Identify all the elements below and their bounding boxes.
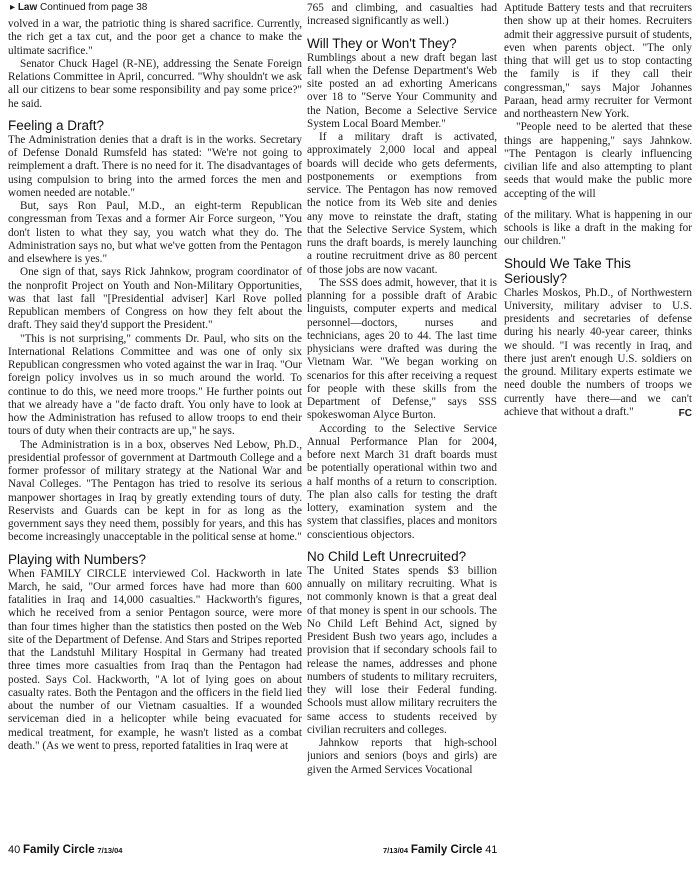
- issue-date: 7/13/04: [383, 846, 409, 855]
- paragraph: But, says Ron Paul, M.D., an eight-term Republican congressman from Texas and a former Air Force surgeon, "You don't listen to what they say, you watch what they do. The Administration says no, but what we've gotten from the Pentagon and elsewhere is yes.": [8, 200, 302, 265]
- subheading: Feeling a Draft?: [8, 117, 105, 133]
- paragraph: Senator Chuck Hagel (R-NE), addressing the Senate Foreign Relations Committee in April, concurred. "Why shouldn't we ask all our citizens to bear some responsibility and pay some price?" he said.: [8, 57, 302, 110]
- paragraph: The SSS does admit, however, that it is planning for a possible draft of Arabic linguists, computer experts and medical personnel—doctors, nurses and technicians, ages 20 to 44. The last time physicians were drafted was during the Vietnam War. "We began working on scenarios for this after receiving a request for people with these skills from the Department of Defense," says SSS spokeswoman Alyce Burton.: [307, 276, 497, 422]
- paragraph: If a military draft is activated, approximately 2,000 local and appeal boards will decide who gets deferments, postponements or exemptions from service. The Pentagon has now removed the notice from its Web site and denies any move to reinstate the draft, stating that the Selective Service System, which runs the draft boards, is merely launching a routine recruitment drive as 80 percent of those jobs are now vacant.: [307, 131, 497, 276]
- magazine-name: Family Circle: [410, 844, 483, 856]
- subheading: Will They or Won't They?: [307, 35, 457, 51]
- paragraph: Rumblings about a new draft began last fall when the Defense Department's Web site posted an ad exhorting Americans over 18 to "Serve Your Community and the Nation, Become a Selective Service System Local Board Member.": [307, 51, 497, 130]
- paragraph: 765 and climbing, and casualties had increased significantly as well.): [307, 2, 497, 28]
- subheading: Playing with Numbers?: [8, 551, 147, 567]
- magazine-name: Family Circle: [23, 844, 95, 856]
- paragraph: The Administration is in a box, observes Ned Lebow, Ph.D., presidential professor of government at Dartmouth College and a former professor of military strategy at the National War and Naval Colleges. "The Pentagon has tried to resolve its serious manpower shortages in Iraq by greatly extending tours of duty. Reservists and Guards can be kept in for as long as the government says they need them, possibly for years, and this has become increasingly unacceptable in the political sense at home.": [8, 438, 302, 544]
- paragraph: The United States spends $3 billion annually on military recruiting. What is not commonly known is that a great deal of that money is spent in our schools. The No Child Left Behind Act, signed by President Bush two years ago, includes a provision that if secondary schools fail to release the names, addresses and phone numbers of students to military recruiters, they will lose their Federal funding. Schools must allow military recruiters the same access to students received by civilian recruiters and colleges.: [307, 564, 497, 736]
- paragraph: One sign of that, says Rick Jahnkow, program coordinator of the nonprofit Project on Youth and Non-Military Opportunities, was that last fall "[Presidential adviser] Karl Rove polled Republican members of Congress on how they felt about the draft. They said they'd support the President.": [8, 266, 302, 332]
- paragraph: Aptitude Battery tests and that recruiters then show up at their homes. Recruiters admit their aggressive pursuit of students, even when parents object. "The only thing that will get us to stop contacting the family is if they call their congressman," says Major Johannes Paraan, head army recruiter for Vermont and northeastern New York.: [504, 2, 692, 120]
- paragraph: According to the Selective Service Annual Performance Plan for 2004, before next March 31 draft boards must be potentially operational within two and a half months of a return to conscription. The plan also calls for testing the draft lottery, examination system and the system that classifies, places and monitors conscientious objectors.: [307, 422, 497, 541]
- page-number: 40: [8, 844, 21, 856]
- paragraph: [504, 287, 692, 420]
- column-1: [8, 18, 302, 830]
- jump-arrow-icon: ▸: [10, 2, 16, 13]
- paragraph: The Administration denies that a draft is in the works. Secretary of Defense Donald Rumsfeld has stated: "We're not going to reimplement a draft. There is no need for it. The disadvantages of using compulsion to bring into the armed forces the men and women needed are notable.": [8, 133, 302, 199]
- folio-left: [8, 844, 122, 856]
- paragraph: volved in a war, the patriotic thing is shared sacrifice. Currently, the rich get a tax cut, and the poor get a chance to make the ultimate sacrifice.": [8, 18, 302, 57]
- paragraph: "This is not surprising," comments Dr. Paul, who sits on the International Relations Committee and was one of only six Republican congressmen who voted against the war in Iraq. "Our foreign policy involves us in so much around the world. To continue to do this, we need more troops." He further points out that we already have a "de facto draft. You only have to look at how the Administration has refused to allow troops to end their tours of duty when their contracts are up," he says.: [8, 332, 302, 438]
- page-number: 41: [485, 844, 498, 856]
- paragraph: of the military. What is happening in our schools is like a draft in the making for our children.": [504, 208, 692, 248]
- jump-line: [10, 2, 147, 13]
- paragraph: Jahnkow reports that high-school juniors and seniors (boys and girls) are given the Armed Services Vocational: [307, 737, 497, 776]
- column-3: [504, 2, 692, 502]
- end-mark: FC: [678, 407, 692, 419]
- subheading: Should We Take This Seriously?: [504, 255, 631, 286]
- folio-right: [383, 844, 497, 856]
- spacer: [504, 201, 692, 209]
- paragraph: When FAMILY CIRCLE interviewed Col. Hackworth in late March, he said, "Our armed forces have had more than 600 fatalities in Iraq and 14,000 casualties." Hackworth's figures, which he received from a senior Pentagon source, were more than four times higher than the statistics then posted on the Web site of the Department of Defense. And Stars and Stripes reported that the Landstuhl Military Hospital in Germany had treated three times more casualties from Iraq than the Pentagon had posted. Says Col. Hackworth, "A lot of lying goes on about casualty rates. Both the Pentagon and the officers in the field lied about the number of our Vietnam casualties. If a wounded serviceman died in a helicopter while being evacuated for medical treatment, for example, he wasn't listed as a combat death." (As we went to press, reported fatalities in Iraq were at: [8, 567, 302, 752]
- section-label: Law: [17, 2, 38, 13]
- paragraph: "People need to be alerted that these things are happening," says Jahnkow. "The Pentagon is clearly influencing civilian life and also attempting to plant seeds that would make the public more accepting of the will: [504, 121, 692, 200]
- continued-label: Continued from page 38: [40, 2, 148, 13]
- issue-date: 7/13/04: [97, 846, 123, 855]
- column-2: [307, 2, 497, 830]
- paragraph-text: Charles Moskos, Ph.D., of Northwestern University, military adviser to U.S. presidents and secretaries of defense during his nearly 40-year career, thinks we should. "I was recently in Iraq, and there just aren't enough U.S. soldiers on the ground. Military experts estimate we need double the numbers of troops we currently have there—and we can't achieve that without a draft.": [504, 286, 692, 418]
- subheading: No Child Left Unrecruited?: [307, 548, 467, 564]
